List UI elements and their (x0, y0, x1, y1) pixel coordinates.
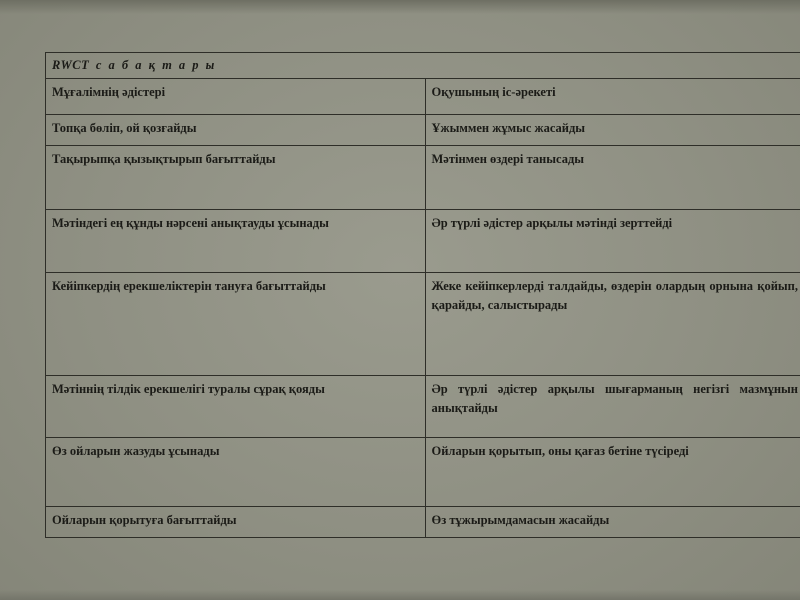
table-row (46, 115, 800, 146)
student-activity-cell: Әр түрлі әдістер арқылы шығарманың негізгі мазмұнын анықтайды (425, 376, 800, 438)
header-teacher-methods: Мұғалімнің әдістері (46, 79, 426, 115)
student-activity-cell: Әр түрлі әдістер арқылы мәтінді зерттейді (425, 210, 800, 273)
teacher-method-cell: Мәтіннің тілдік ерекшелігі туралы сұрақ қояды (46, 376, 426, 438)
table-title: RWCT с а б а қ т а р ы (52, 58, 215, 72)
methods-table (45, 52, 800, 538)
teacher-method-cell: Топқа бөліп, ой қозғайды (46, 115, 426, 146)
table-row (46, 438, 800, 507)
table-title-row (46, 53, 800, 79)
table-row (46, 146, 800, 210)
header-student-activity: Оқушының іс-әрекеті (425, 79, 800, 115)
student-activity-cell: Жеке кейіпкерлерді талдайды, өздерін олардың орнына қойып, қарайды, салыстырады (425, 273, 800, 376)
teacher-method-cell: Кейіпкердің ерекшеліктерін тануға бағыттайды (46, 273, 426, 376)
teacher-method-cell: Өз ойларын жазуды ұсынады (46, 438, 426, 507)
teacher-method-cell: Мәтіндегі ең құнды нәрсені анықтауды ұсынады (46, 210, 426, 273)
table-row (46, 507, 800, 538)
student-activity-cell: Мәтінмен өздері танысады (425, 146, 800, 210)
student-activity-cell: Өз тұжырымдамасын жасайды (425, 507, 800, 538)
table-title-cell (46, 53, 800, 79)
table-row (46, 210, 800, 273)
student-activity-cell: Ұжыммен жұмыс жасайды (425, 115, 800, 146)
teacher-method-cell: Тақырыпқа қызықтырып бағыттайды (46, 146, 426, 210)
teacher-method-cell: Ойларын қорытуға бағыттайды (46, 507, 426, 538)
student-activity-cell: Ойларын қорытып, оны қағаз бетіне түсіреді (425, 438, 800, 507)
table-row (46, 273, 800, 376)
table-row (46, 376, 800, 438)
table-header-row (46, 79, 800, 115)
